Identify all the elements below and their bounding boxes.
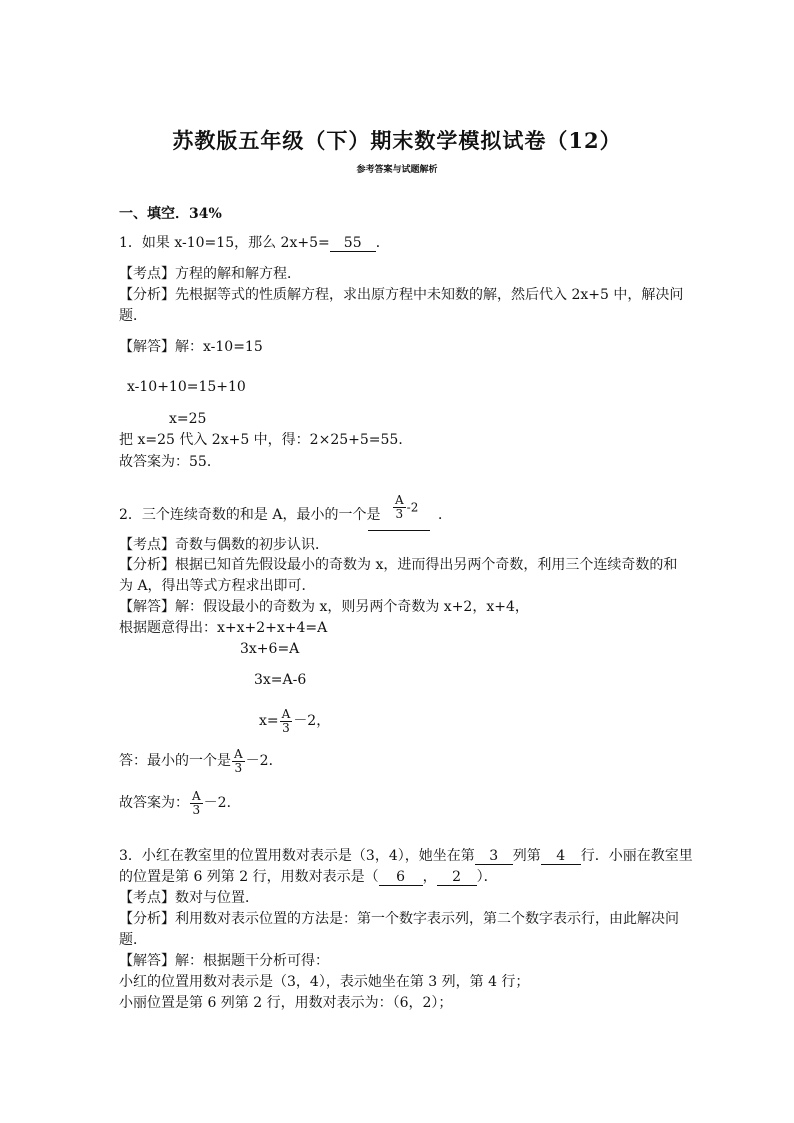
q1-final: 故答案为：55． bbox=[119, 454, 221, 470]
q1-stem-end: ． bbox=[375, 235, 390, 251]
q2-kaodian-text: 奇数与偶数的初步认识． bbox=[175, 537, 329, 553]
q3-stem-line-2 bbox=[119, 868, 498, 886]
q2-answer-underline bbox=[368, 530, 430, 531]
q2-step-4-fraction bbox=[280, 708, 293, 735]
q2-stem-text: 2．三个连续奇数的和是 A，最小的一个是 bbox=[119, 507, 381, 523]
q3-blank-row: 4 bbox=[541, 848, 581, 865]
q1-answer: 55 bbox=[330, 235, 376, 252]
q2-frac-num: A bbox=[395, 493, 404, 507]
q1-step-3: 把 x=25 代入 2x+5 中，得：2×25+5=55． bbox=[119, 432, 413, 448]
q3-stem-2c: ）． bbox=[476, 869, 498, 885]
q3-blank-pair-1: 6 bbox=[379, 869, 423, 886]
q3-stem-line-1 bbox=[119, 847, 693, 865]
q2-fenxi-text: 根据已知首先假设最小的奇数为 x，进而得出另两个奇数，利用三个连续奇数的和 bbox=[175, 557, 678, 573]
q2-step-2: 3x+6=A bbox=[240, 641, 300, 657]
q3-fenxi-tag: 【分析】 bbox=[119, 911, 175, 927]
q2-ans-den: 3 bbox=[234, 760, 243, 775]
q1-kaodian bbox=[119, 265, 301, 283]
q2-kaodian-tag: 【考点】 bbox=[119, 537, 175, 553]
q1-fenxi bbox=[119, 286, 683, 304]
q2-ans bbox=[119, 744, 283, 778]
q1-kaodian-text: 方程的解和解方程． bbox=[175, 266, 301, 282]
q2-step-3: 3x=A-6 bbox=[254, 672, 307, 688]
q1-fenxi-text: 先根据等式的性质解方程，求出原方程中未知数的解，然后代入 2x+5 中，解决问 bbox=[175, 287, 684, 303]
q2-jieda-tag: 【解答】 bbox=[119, 599, 175, 615]
q2-answer-fraction bbox=[393, 494, 406, 521]
document-title: 苏教版五年级（下）期末数学模拟试卷（12） bbox=[172, 128, 622, 153]
q3-kaodian bbox=[119, 889, 259, 907]
document-subtitle: 参考答案与试题解析 bbox=[356, 165, 438, 175]
q3-line-2: 小丽位置是第 6 列第 2 行，用数对表示为：（6，2）； bbox=[119, 995, 453, 1011]
q1-step-2: x=25 bbox=[169, 411, 207, 427]
q2-ans-pre: 答：最小的一个是 bbox=[119, 753, 231, 769]
q2-ans-num: A bbox=[234, 746, 243, 761]
q3-jieda bbox=[119, 952, 329, 970]
q1-step-1: x-10+10=15+10 bbox=[127, 379, 246, 395]
q2-jieda-text: 解：假设最小的奇数为 x，则另两个奇数为 x+2，x+4， bbox=[175, 599, 529, 615]
q2-step-4-num: A bbox=[281, 706, 291, 721]
q2-final-den: 3 bbox=[192, 802, 201, 817]
q3-fenxi-text: 利用数对表示位置的方法是：第一个数字表示列，第二个数字表示行，由此解决问 bbox=[175, 911, 679, 927]
q3-stem-2a: 的位置是第 6 列第 2 行，用数对表示是（ bbox=[119, 869, 379, 885]
q2-stem-end: ． bbox=[438, 507, 452, 523]
q1-stem-text: 1．如果 x-10=15，那么 2x+5= bbox=[119, 235, 330, 251]
q2-final-num: A bbox=[192, 788, 201, 803]
q2-fenxi-tag: 【分析】 bbox=[119, 557, 175, 573]
q3-stem-1b: 列第 bbox=[512, 848, 541, 864]
q1-jieda-text: 解：x-10=15 bbox=[175, 339, 263, 355]
q1-kaodian-tag: 【考点】 bbox=[119, 266, 175, 282]
q2-ans-post: －2． bbox=[245, 753, 283, 769]
q3-fenxi bbox=[119, 910, 679, 928]
q2-final bbox=[119, 786, 241, 820]
q3-stem-1c: 行．小丽在教室里 bbox=[580, 848, 693, 864]
q3-line-1: 小红的位置用数对表示是（3，4），表示她坐在第 3 列，第 4 行； bbox=[119, 974, 530, 990]
section-heading: 一、填空．34% bbox=[119, 206, 222, 222]
q2-ans-fraction bbox=[232, 748, 245, 775]
q2-step-4-post: －2， bbox=[293, 713, 331, 729]
q2-fenxi bbox=[119, 556, 677, 574]
q2-final-pre: 故答案为： bbox=[119, 795, 189, 811]
q2-final-fraction bbox=[190, 790, 203, 817]
q3-kaodian-tag: 【考点】 bbox=[119, 890, 175, 906]
q3-blank-column: 3 bbox=[475, 848, 513, 865]
q3-jieda-tag: 【解答】 bbox=[119, 953, 175, 969]
q2-kaodian bbox=[119, 536, 329, 554]
q2-frac-den: 3 bbox=[395, 507, 404, 521]
q3-stem-2b: ， bbox=[422, 869, 437, 885]
q1-jieda-tag: 【解答】 bbox=[119, 339, 175, 355]
q2-step-4-den: 3 bbox=[282, 720, 290, 735]
q2-final-post: －2． bbox=[203, 795, 241, 811]
q1-stem bbox=[119, 234, 390, 252]
q2-step-1: 根据题意得出：x+x+2+x+4=A bbox=[119, 620, 328, 636]
q2-stem bbox=[119, 506, 380, 524]
q2-step-4-pre: x= bbox=[259, 713, 279, 729]
q1-fenxi-cont: 题． bbox=[119, 308, 147, 324]
q3-fenxi-cont: 题． bbox=[119, 932, 147, 948]
q2-jieda bbox=[119, 598, 529, 616]
q3-blank-pair-2: 2 bbox=[437, 869, 477, 886]
q2-step-4 bbox=[259, 704, 330, 738]
q1-jieda bbox=[119, 338, 263, 356]
q3-kaodian-text: 数对与位置． bbox=[175, 890, 259, 906]
q1-fenxi-tag: 【分析】 bbox=[119, 287, 175, 303]
q2-answer bbox=[392, 494, 418, 521]
q3-stem-1a: 3．小红在教室里的位置用数对表示是（3，4），她坐在第 bbox=[119, 848, 475, 864]
q2-answer-tail: -2 bbox=[406, 500, 419, 515]
q3-jieda-text: 解：根据题干分析可得： bbox=[175, 953, 329, 969]
q2-fenxi-cont: 为 A，得出等式方程求出即可． bbox=[119, 578, 316, 594]
